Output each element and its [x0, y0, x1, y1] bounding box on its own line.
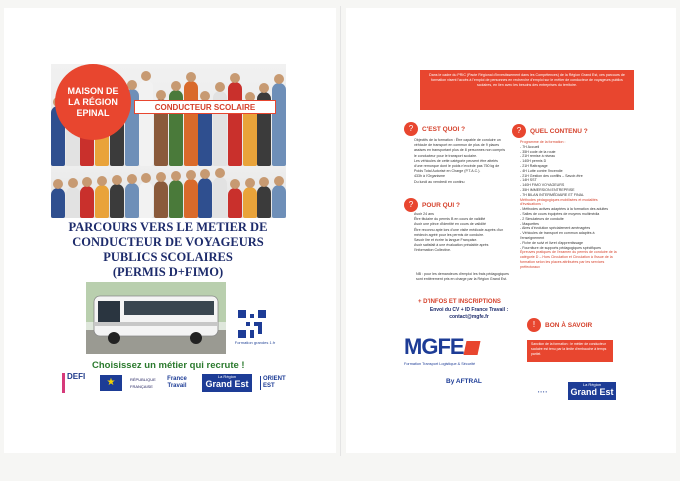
list-item: - 35H IMMERSION ENTREPRISE — [520, 187, 575, 192]
worker-figure — [213, 177, 227, 218]
list-item: Les véhicules de cette catégorie peuvent être attelés d'une remorque dont le poids n'excède pas 750 kg de Poids Total Autorisé en Charge (P.T.A.C.). — [414, 158, 500, 174]
worker-figure — [184, 81, 198, 166]
worker-figure — [257, 186, 271, 218]
section-body-quel-contenu — [520, 140, 618, 270]
list-item: - 140H permis D — [520, 159, 547, 164]
worker-figure — [272, 185, 286, 218]
funding-note: NB : pour les demandeurs d'emploi les frais pédagogiques sont entièrement pris en charge par la Région Grand Est. — [416, 272, 509, 282]
list-item: Être reconnu apte lors d'une visite médicale auprès d'un médecin agréé pour les permis de conduire. — [414, 227, 504, 237]
list-item: - 7H Accueil — [520, 144, 540, 149]
list-item: Méthodes pédagogiques mobilisées et modalités d'évaluations : — [520, 197, 598, 207]
main-title-line: PUBLICS SCOLAIRES — [103, 250, 233, 264]
list-item: - Fiche de suivi et livret d'apprentissage — [520, 240, 584, 245]
list-item: - 14H SST — [520, 178, 537, 183]
worker-figure — [95, 185, 109, 218]
page-fold — [340, 6, 341, 456]
republique-logo: RÉPUBLIQUE FRANÇAISE — [130, 377, 156, 389]
list-item: Épreuves pratiques de l'examen du permis de conduire de la catégorie D – Hors Circulation et Circulation à l'issue de la formation selon les places attribuées par les services préfectoraux — [520, 250, 617, 269]
workers-photo-bottom — [51, 166, 286, 218]
contact-title: + D'INFOS ET INSCRIPTIONS — [418, 299, 501, 305]
qr-caption: Formation grandes 1.fr — [234, 340, 276, 345]
worker-figure — [51, 188, 65, 218]
list-item: - Véhicules de transport en commun adaptés à l'enseignement — [520, 231, 595, 240]
question-icon: ? — [404, 198, 418, 212]
list-item: Objectifs de la formation : Être capable de conduire un véhicule de transport en commun de plus de 9 places assises en transportant plus de 8 personnes non compris le conducteur pour le transport scolaire. — [414, 138, 506, 158]
worker-figure — [272, 83, 286, 166]
worker-figure — [66, 187, 80, 218]
main-title — [54, 220, 282, 280]
mgfe-flag-icon — [463, 341, 480, 355]
bus-photo — [86, 282, 226, 354]
list-item: - 21H Gestion des conflits – Savoir-être — [520, 173, 583, 178]
worker-figure — [243, 187, 257, 218]
list-item: - 140H FIMO VOYAGEURS — [520, 183, 565, 188]
grand-est-logo: La Région Grand Est — [568, 382, 616, 400]
section-body-cest-quoi — [414, 138, 506, 185]
worker-figure — [184, 179, 198, 218]
list-item: - 2 Simulateurs de conduite — [520, 216, 564, 221]
intro-banner: Dans le cadre du PRIC (Pacte Régional d'Investissement dans les Compétences) de la Région Grand Est, ces parcours de formation visent l'accès à l'emploi de personnes en recherche d'emploi sur le métier de conducteur de voyageurs publics scolaires, en lien avec les besoins des entreprises du territoire. — [420, 70, 634, 110]
list-item: - Maquettes — [520, 221, 539, 226]
mgfe-logo: MGFE — [404, 334, 479, 360]
list-item: - 21H Rattrapage — [520, 163, 548, 168]
worker-figure — [110, 184, 124, 218]
section-title-pour-qui: POUR QUI ? — [422, 202, 460, 209]
grand-est-logo: La Région Grand Est — [202, 374, 252, 392]
list-item: - 4H Lutte contre l'incendie — [520, 168, 563, 173]
section-title-cest-quoi: C'EST QUOI ? — [422, 126, 466, 133]
worker-figure — [169, 180, 183, 218]
list-item: - Aires d'évolution spécialement aménagées — [520, 226, 591, 231]
worker-figure — [139, 80, 153, 166]
main-title-line: CONDUCTEUR DE VOYAGEURS — [72, 235, 264, 249]
list-item: Avoir une pièce d'identité en cours de validité — [414, 222, 486, 227]
france-travail-logo: France Travail — [167, 376, 187, 389]
worker-figure — [228, 82, 242, 166]
worker-figure — [154, 181, 168, 218]
eu-flag-logo: ★ — [100, 375, 122, 391]
question-icon: ? — [512, 124, 526, 138]
worker-figure — [125, 183, 139, 218]
contact-email[interactable]: contact@mgfe.fr — [449, 313, 489, 320]
section-title-quel-contenu: QUEL CONTENU ? — [530, 128, 588, 135]
list-item: - 7H BILAN INTERMÉDIAIRE ET FINAL — [520, 192, 585, 197]
list-item: Avoir satisfait à une évaluation préalable après l'Information Collective. — [414, 243, 489, 253]
worker-figure — [198, 178, 212, 218]
region-badge: MAISON DE LA RÉGION EPINAL — [55, 64, 131, 140]
mgfe-tagline: Formation Transport Logistique & Sécurité — [404, 362, 476, 366]
bon-a-savoir-box: Sanction de la formation : le métier de conducteur scolaire est tenu par la limite d'embauche à temps partiel. — [527, 340, 613, 362]
aftral-logo: By AFTRAL — [446, 378, 482, 385]
list-item: - 35H code de la route — [520, 149, 556, 154]
list-item: Savoir lire et écrire la langue Française. — [414, 238, 478, 243]
contact-info — [424, 307, 514, 320]
list-item: Avoir 24 ans — [414, 212, 434, 216]
partner-logos-small: ▪ ▪ ▪ ▪ — [538, 389, 548, 394]
list-item: Être titulaire du permis B en cours de validité — [414, 217, 486, 222]
list-item: - Méthodes actives adaptées à la formation des adultes — [520, 207, 609, 212]
contact-line-1: Envoi du CV + ID France Travail : — [429, 307, 509, 313]
orient-est-logo: ORIENT EST — [260, 376, 282, 390]
worker-figure — [80, 186, 94, 218]
list-item: Programme de la formation : — [520, 140, 566, 144]
section-body-pour-qui — [414, 212, 506, 254]
list-item: - Salles de cours équipées de moyens multimédia — [520, 211, 600, 216]
section-title-bon-a-savoir: BON À SAVOIR — [545, 322, 593, 329]
list-item: - 21H remise à niveau — [520, 154, 556, 159]
qr-code[interactable] — [238, 310, 266, 338]
worker-figure — [139, 182, 153, 218]
job-label: CONDUCTEUR SCOLAIRE — [134, 100, 276, 114]
question-icon: ? — [404, 122, 418, 136]
worker-figure — [228, 188, 242, 218]
slogan: Choisissez un métier qui recrute ! — [92, 360, 245, 371]
main-title-line: PARCOURS VERS LE METIER DE — [68, 220, 268, 234]
main-title-line: (PERMIS D+FIMO) — [112, 265, 224, 279]
partner-logos — [62, 372, 286, 394]
list-item: 433h à l'Organisme — [414, 174, 446, 179]
info-icon: ! — [527, 318, 541, 332]
defi-logo: DEFI — [62, 373, 92, 393]
list-item: Du lundi au vendredi en continu — [414, 179, 465, 184]
list-item: - Fourniture de supports pédagogiques spécifiques — [520, 245, 601, 250]
